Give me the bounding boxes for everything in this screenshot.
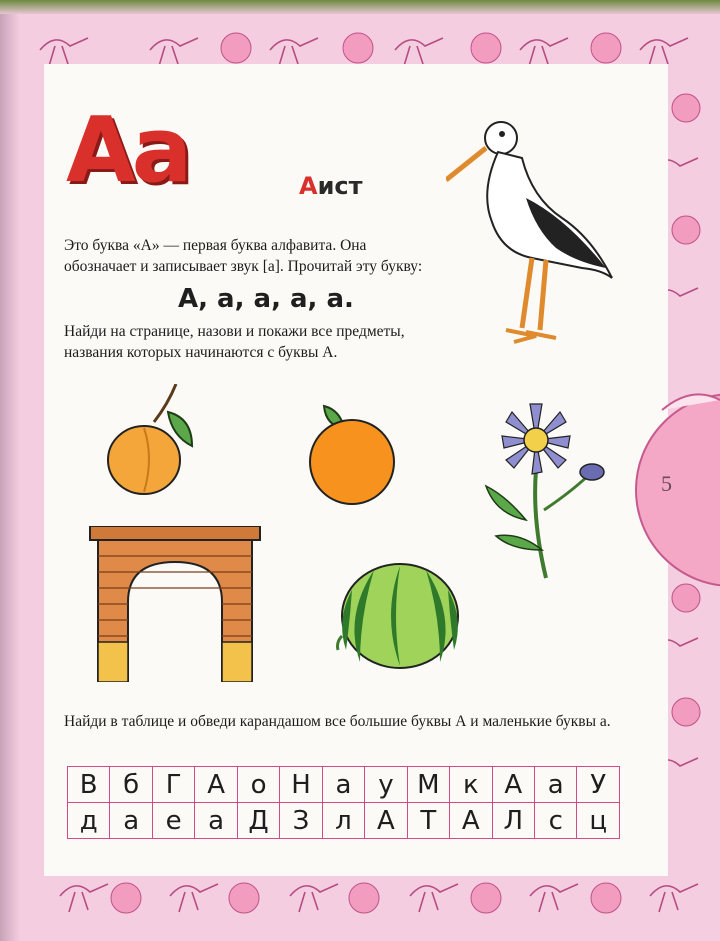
arch-illustration	[86, 526, 264, 682]
letter-cell[interactable]: Н	[280, 767, 322, 803]
stork-ornament	[150, 38, 198, 66]
letter-cell[interactable]: а	[195, 803, 237, 839]
stork-illustration	[446, 108, 616, 363]
orange-ornament	[672, 216, 700, 244]
stork-ornament	[170, 884, 218, 912]
letter-cell[interactable]: а	[110, 803, 152, 839]
letter-cell[interactable]: с	[534, 803, 576, 839]
stork-ornament	[270, 38, 318, 66]
orange-ornament	[672, 698, 700, 726]
letter-cell[interactable]: Г	[152, 767, 194, 803]
orange-ornament	[591, 33, 621, 63]
orange-ornament	[471, 33, 501, 63]
letter-cell[interactable]: а	[322, 767, 364, 803]
table-row	[68, 803, 620, 839]
orange-ornament	[471, 883, 501, 913]
letter-cell[interactable]: А	[450, 803, 492, 839]
letter-cell[interactable]: А	[195, 767, 237, 803]
stork-ornament	[40, 38, 88, 66]
letter-cell[interactable]: а	[534, 767, 576, 803]
task-paragraph: Найди на странице, назови и покажи все предметы, названия которых начинаются с буквы А.	[64, 323, 405, 361]
word-rest: ист	[317, 172, 363, 200]
letter-table	[67, 766, 620, 839]
letter-cell[interactable]: ц	[577, 803, 620, 839]
stork-ornament	[395, 38, 443, 66]
letter-cell[interactable]: Л	[492, 803, 534, 839]
stork-ornament	[650, 884, 698, 912]
apricot-illustration	[106, 384, 198, 498]
orange-ornament	[349, 883, 379, 913]
stork-ornament	[520, 38, 568, 66]
letter-cell[interactable]: Т	[407, 803, 449, 839]
letter-cell[interactable]: В	[68, 767, 110, 803]
stork-ornament	[60, 884, 108, 912]
orange-ornament-large	[632, 380, 720, 600]
table-row	[68, 767, 620, 803]
orange-ornament	[672, 94, 700, 122]
stork-ornament	[290, 884, 338, 912]
letter-cell[interactable]: А	[365, 803, 407, 839]
aster-flower-illustration	[466, 400, 606, 580]
letter-cell[interactable]: д	[68, 803, 110, 839]
letter-heading: Aa	[66, 98, 189, 203]
orange-ornament	[591, 883, 621, 913]
orange-ornament	[221, 33, 251, 63]
orange-illustration	[302, 402, 398, 506]
stork-ornament	[410, 884, 458, 912]
stork-ornament	[640, 38, 688, 66]
letters-row: А, а, а, а, а.	[178, 284, 354, 314]
letter-cell[interactable]: б	[110, 767, 152, 803]
stork-ornament	[530, 884, 578, 912]
orange-ornament	[229, 883, 259, 913]
watermelon-illustration	[334, 560, 462, 674]
letter-cell[interactable]: З	[280, 803, 322, 839]
intro-paragraph: Это буква «А» — первая буква алфавита. Она обозначает и записывает звук [а]. Прочитай эту букву:	[64, 237, 423, 275]
orange-ornament	[111, 883, 141, 913]
letter-cell[interactable]: л	[322, 803, 364, 839]
letter-cell[interactable]: к	[450, 767, 492, 803]
letter-cell[interactable]: У	[577, 767, 620, 803]
letter-cell[interactable]: о	[237, 767, 279, 803]
letter-cell[interactable]: у	[365, 767, 407, 803]
word-title	[299, 172, 363, 200]
letter-cell[interactable]: М	[407, 767, 449, 803]
word-first-letter: А	[299, 172, 318, 200]
letter-cell[interactable]: е	[152, 803, 194, 839]
letter-cell[interactable]: А	[492, 767, 534, 803]
page-number: 5	[661, 471, 672, 496]
orange-ornament	[343, 33, 373, 63]
table-task-paragraph: Найди в таблице и обведи карандашом все большие буквы А и маленькие буквы а.	[64, 713, 611, 730]
letter-cell[interactable]: Д	[237, 803, 279, 839]
